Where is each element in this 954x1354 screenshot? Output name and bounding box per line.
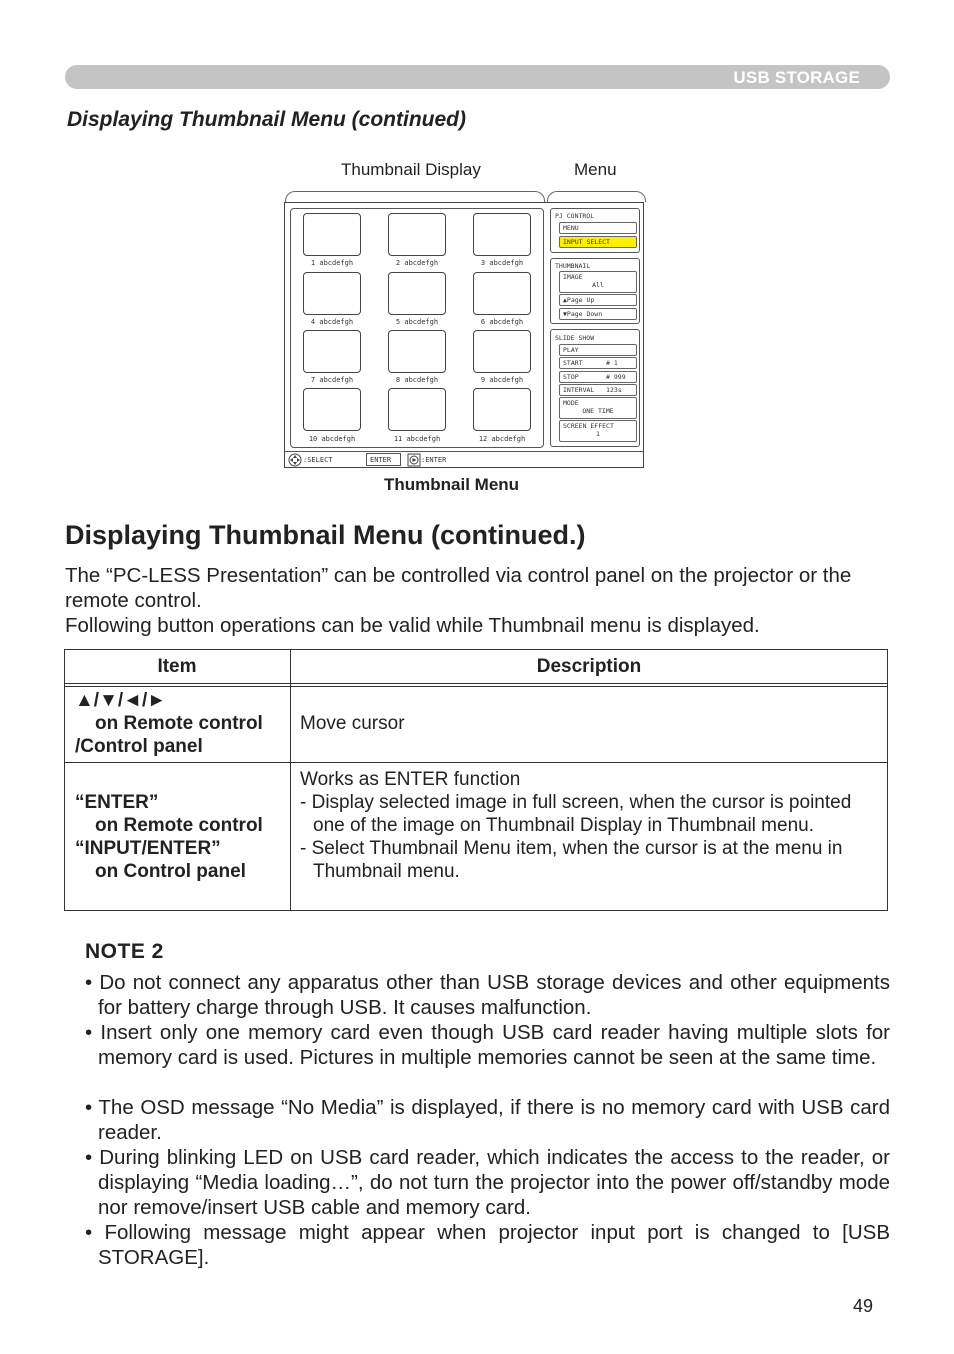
enter-icon [407, 453, 421, 467]
thumbnail-2[interactable] [388, 213, 446, 256]
menu-item-value: All [592, 281, 604, 289]
thumbnail-caption: 11 abcdefgh [393, 435, 441, 443]
table-row-1-description: Move cursor [300, 713, 405, 734]
table-row-2-item [75, 791, 285, 883]
section-label: USB STORAGE [733, 68, 860, 87]
dpad-icon [288, 453, 302, 467]
menu-item-menu[interactable]: MENU [559, 222, 637, 234]
panel-title: SLIDE SHOW [555, 334, 595, 342]
figure-caption: Thumbnail Menu [384, 475, 520, 494]
footer-select-label: :SELECT [303, 456, 333, 464]
screen-footer-divider [285, 451, 643, 452]
menu-item-label: SCREEN EFFECT [563, 422, 614, 430]
menu-item-image[interactable] [559, 271, 637, 293]
thumbnail-6[interactable] [473, 272, 531, 315]
thumbnail-12[interactable] [473, 388, 531, 431]
table-row-2-description [300, 768, 880, 883]
intro-paragraph: The “PC-LESS Presentation” can be controlled via control panel on the projector or the remote control. [65, 564, 852, 612]
section-header-bar [65, 65, 890, 89]
thumbnail-display-bracket [285, 191, 545, 202]
item-line: ▲/▼/◄/► [75, 690, 167, 711]
menu-item-label: MODE [563, 399, 579, 407]
item-line: /Control panel [75, 736, 203, 757]
thumbnail-caption: 3 abcdefgh [480, 259, 524, 267]
thumbnail-4[interactable] [303, 272, 361, 315]
pj-control-panel [550, 208, 640, 253]
menu-item-page-up[interactable]: ▲Page Up [559, 294, 637, 306]
note-item: • During blinking LED on USB card reader, which indicates the access to the reader, or displaying “Media loading…”, do not turn the projector into the power off/standby mode nor remove/insert USB cable and memory card. [85, 1146, 890, 1219]
thumbnail-caption: 4 abcdefgh [310, 318, 354, 326]
thumbnail-caption: 10 abcdefgh [308, 435, 356, 443]
menu-item-start[interactable]: START # 1 [559, 357, 637, 369]
description-line: Works as ENTER function [300, 769, 521, 790]
intro-paragraph: Following button operations can be valid while Thumbnail menu is displayed. [65, 614, 760, 637]
description-bullet: - Display selected image in full screen, when the cursor is pointed one of the image on Thumbnail Display in Thumbnail menu. [300, 792, 852, 836]
page-number: 49 [853, 1296, 874, 1316]
menu-item-screen-effect[interactable] [559, 420, 637, 442]
thumbnail-caption: 9 abcdefgh [480, 376, 524, 384]
thumbnail-1[interactable] [303, 213, 361, 256]
note-item: • Following message might appear when projector input port is changed to [USB STORAGE]. [85, 1221, 890, 1269]
main-heading: Displaying Thumbnail Menu (continued.) [65, 520, 586, 550]
panel-title: THUMBNAIL [555, 262, 591, 270]
note-item: • Do not connect any apparatus other than USB storage devices and other equipments for battery charge through USB. It causes malfunction. [85, 971, 890, 1019]
item-line: on Remote control [95, 713, 263, 734]
thumbnail-caption: 6 abcdefgh [480, 318, 524, 326]
table-header-item: Item [157, 656, 197, 677]
menu-item-mode[interactable] [559, 397, 637, 419]
item-line: “ENTER” [75, 792, 159, 813]
table-divider [64, 683, 888, 684]
note-item: • Insert only one memory card even though USB card reader having multiple slots for memory card is used. Pictures in multiple memories cannot be seen at the same time. [85, 1021, 890, 1069]
thumbnail-3[interactable] [473, 213, 531, 256]
thumbnail-panel [550, 258, 640, 324]
description-bullet: - Select Thumbnail Menu item, when the cursor is at the menu in Thumbnail menu. [300, 838, 843, 882]
menu-item-label: IMAGE [563, 273, 583, 281]
item-line: “INPUT/ENTER” [75, 838, 221, 859]
slide-show-panel [550, 329, 640, 447]
table-row-1-item [75, 689, 285, 758]
note-item: • The OSD message “No Media” is displayed, if there is no memory card with USB card reader. [85, 1096, 890, 1144]
menu-item-play[interactable]: PLAY [559, 344, 637, 356]
thumbnail-caption: 8 abcdefgh [395, 376, 439, 384]
menu-item-input-select[interactable]: INPUT SELECT [559, 236, 637, 248]
thumbnail-caption: 2 abcdefgh [395, 259, 439, 267]
thumbnail-10[interactable] [303, 388, 361, 431]
menu-label: Menu [574, 160, 617, 179]
thumbnail-7[interactable] [303, 330, 361, 373]
note-title: NOTE 2 [85, 940, 164, 963]
thumbnail-caption: 7 abcdefgh [310, 376, 354, 384]
item-line: on Control panel [95, 861, 246, 882]
thumbnail-caption: 5 abcdefgh [395, 318, 439, 326]
menu-item-interval[interactable]: INTERVAL 123s [559, 384, 637, 396]
sub-heading: Displaying Thumbnail Menu (continued) [67, 108, 466, 131]
table-divider [64, 686, 888, 687]
item-line: on Remote control [95, 815, 263, 836]
enter-key-box: ENTER [366, 453, 401, 466]
thumbnail-caption: 12 abcdefgh [478, 435, 526, 443]
thumbnail-5[interactable] [388, 272, 446, 315]
table-header-description: Description [536, 656, 642, 677]
table-divider [64, 762, 888, 763]
table-divider [290, 649, 291, 911]
menu-bracket [547, 191, 646, 202]
thumbnail-display-label: Thumbnail Display [341, 160, 481, 179]
menu-item-stop[interactable]: STOP # 999 [559, 371, 637, 383]
thumbnail-8[interactable] [388, 330, 446, 373]
thumbnail-9[interactable] [473, 330, 531, 373]
thumbnail-11[interactable] [388, 388, 446, 431]
footer-enter-label: :ENTER [421, 456, 447, 464]
thumbnail-caption: 1 abcdefgh [310, 259, 354, 267]
menu-item-value: ONE TIME [582, 407, 614, 415]
menu-item-value: 1 [596, 430, 600, 438]
panel-title: PJ CONTROL [555, 212, 595, 220]
menu-item-page-down[interactable]: ▼Page Down [559, 308, 637, 320]
